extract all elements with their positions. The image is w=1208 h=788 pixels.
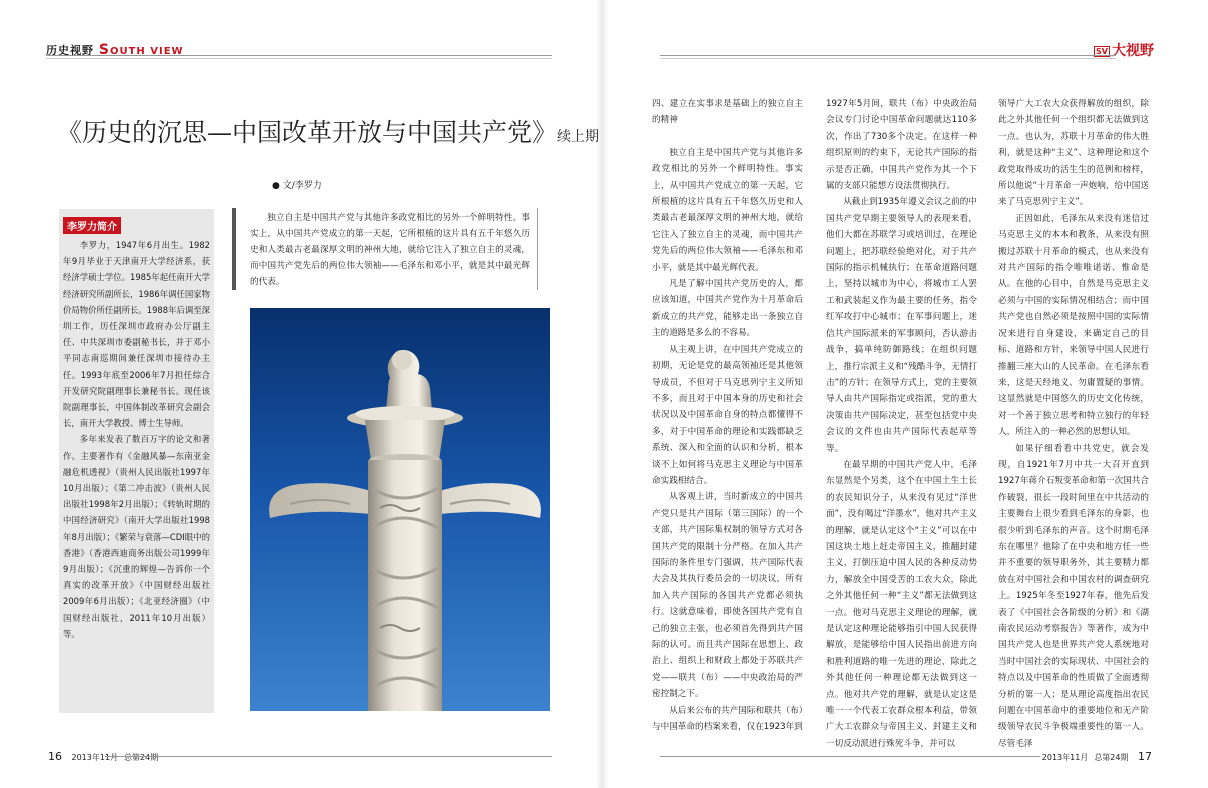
right-footer <box>1042 750 1152 763</box>
body-paragraph: 凡是了解中国共产党历史的人，都应该知道，中国共产党作为十月革命后新成立的共产党，能够走出一条独立自主的道路是多么的不容易。 <box>652 279 803 339</box>
body-paragraph: 如果仔细看看中共党史，就会发现，自1921年7月中共一大召开直到1927年蒋介石叛变革命和第一次国共合作破裂，很长一段时间里在中共活动的主要舞台上很少看到毛泽东的身影，也很少听到毛泽东的声音。这个时期毛泽东在哪里？他除了在中央和地方任一些并不重要的领导职务外，其主要精力都放在对中国社会和中国农村的调查研究上。1925年冬至1927年春，他先后发表了《中国社会各阶级的分析》和《湖南农民运动考察报告》等著作，成为中国共产党人也是世界共产党人系统地对当时中国社会的实际现状、中国社会的特点以及中国革命的性质做了全面透彻分析的第一人；是从理论高度指出农民问题在中国革命中的重要地位和无产阶级领导农民斗争极端重要性的第一人。尽管毛泽 <box>998 443 1149 749</box>
left-page <box>0 0 600 788</box>
body-paragraph: 从客观上讲，当时新成立的中国共产党只是共产国际（第三国际）的一个支部，共产国际集权制的领导方式对各国共产党的限制十分严格。在加入共产国际的条件里专门强调，共产国际代表大会及其执行委员会的一切决议，所有加入共产国际的各国共产党都必须执行。这就意味着，即使各国共产党有自己的独立主张，也必须首先得到共产国际的认可。而且共产国际在思想上、政治上、组织上和财政上都处于苏联共产党——联共（布）——中央政治局的严密控制之下。 <box>652 492 803 700</box>
footer-rule-right <box>660 756 1040 757</box>
body-paragraph: 从后来公布的共产国际和联共（布）与中国革命的档案来看，仅在1923年到 <box>652 705 803 733</box>
huabiao-pillar-image <box>250 308 550 711</box>
text-column-3 <box>998 96 1149 752</box>
header-title: 大视野 <box>1112 43 1154 59</box>
intro-abstract <box>250 210 530 290</box>
text-column-2 <box>826 96 977 752</box>
footer-issue-right: 总第24期 <box>1094 753 1129 762</box>
footer-rule-left <box>105 756 552 757</box>
right-header <box>1094 40 1154 60</box>
intro-text: 独立自主是中国共产党与其他许多政党相比的另外一个鲜明特性。事实上，从中国共产党成立的第一天起，它所根植的这片具有五千年悠久历史和人类最古老最深厚文明的神州大地，就给它注入了独立自主的灵魂，而中国共产党先后的两位伟大领袖——毛泽东和邓小平，就是其中最光辉的代表。 <box>250 213 530 287</box>
section-heading: 四、建立在实事求是基础上的独立自主的精神 <box>652 99 803 126</box>
body-paragraph: 从截止到1935年遵义会议之前的中国共产党早期主要领导人的表现来看，他们大都在苏联学习或培训过，在理论问题上，把苏联经验绝对化，对于共产国际的指示机械执行；在革命道路问题上，坚持以城市为中心，将城市工人罢工和武装起义作为最主要的任务，指令红军攻打中心城市；在军事问题上，迷信共产国际派来的军事顾问，否认游击战争，搞单纯防御路线；在组织问题上，推行宗派主义和“残酷斗争，无情打击”的方针；在领导方式上，党的主要领导人由共产国际指定或指派，党的重大决策由共产国际决定，甚至包括党中央会议的文件也由共产国际代表起草等等。 <box>826 197 977 454</box>
body-paragraph: 在最早期的中国共产党人中，毛泽东显然是个另类，这个在中国土生土长的农民知识分子，从来没有见过“洋世面”，没有喝过“洋墨水”，他对共产主义的理解，就是认定这个“主义”可以在中国这块土地上赶走帝国主义，推翻封建主义，打倒压迫中国人民的各种反动势力，解放全中国受苦的工农大众，除此之外其他任何一种“主义”都无法做到这一点。他对马克思主义理论的理解，就是认定这种理论能够指引中国人民获得解放，是能够给中国人民指出前进方向和胜利道路的唯一先进的理论，除此之外其他任何一种理论都无法做到这一点。他对共产党的理解，就是认定这是唯一一个代表工农群众根本利益，带领广大工农群众与帝国主义、封建主义和一切反动派进行殊死斗争，并可以 <box>826 459 977 749</box>
article-title-cont: 续上期 <box>557 129 600 145</box>
page-number-left: 16 <box>48 750 62 763</box>
body-paragraph: 独立自主是中国共产党与其他许多政党相比的另外一个鲜明特性。事实上，从中国共产党成立的第一天起，它所根植的这片具有五千年悠久历史和人类最古老最深厚文明的神州大地，就给它注入了独立自主的灵魂，而中国共产党先后的两位伟大领袖——毛泽东和邓小平，就是其中最光辉代表。 <box>652 147 803 273</box>
author-bio-box <box>59 209 214 713</box>
body-paragraph: 正因如此，毛泽东从来没有迷信过马克思主义的本本和教条，从来没有照搬过苏联十月革命的模式，也从来没有对共产国际的指令唯唯诺诺、惟命是从。在他的心目中，自然是马克思主义必须与中国的实际情况相结合；而中国共产党也自然必须是按照中国的实际情况来进行自身建设，来确定自己的目标、道路和方针，来领导中国人民进行推翻三座大山的人民革命。在毛泽东看来，这是天经地义、勿庸置疑的事情。这显然就是中国悠久的历史文化传统，对一个善于独立思考和特立独行的年轻人，所注入的一种必然的思想认知。 <box>998 213 1149 438</box>
footer-date-left: 2013年11月 <box>71 753 119 762</box>
text-column-1 <box>652 96 803 735</box>
header-en-rest: OUTH VIEW <box>109 46 184 57</box>
footer-date-right: 2013年11月 <box>1041 753 1089 762</box>
page-number-right: 17 <box>1138 750 1152 763</box>
header-cn: 历史视野 <box>46 44 94 57</box>
header-rule-right <box>660 55 1116 56</box>
header-rule-thin <box>46 58 552 59</box>
header-logo-box: SV <box>1096 46 1108 56</box>
article-title-main: 《历史的沉思—中国改革开放与中国共产党》 <box>57 118 558 147</box>
intro-divider <box>537 208 538 290</box>
right-page <box>604 0 1204 788</box>
body-paragraph: 从主观上讲，在中国共产党成立的初期，无论是党的最高领袖还是其他领导成员，不但对于马克思列宁主义所知不多，而且对于中国本身的历史和社会状况以及中国革命自身的特点都懂得不多，对于中国革命的理论和实践都缺乏系统、深入和全面的认识和分析，根本谈不上如何将马克思主义理论与中国革命实践相结合。 <box>652 344 803 486</box>
body-paragraph: 1927年5月间，联共（布）中央政治局会议专门讨论中国革命问题就达110多次，作出了730多个决定。在这样一种组织原则的约束下，无论共产国际的指示是否正确，中国共产党作为其一个下属的支部只能想方设法贯彻执行。 <box>826 99 977 192</box>
intro-accent-bar <box>232 208 236 290</box>
bio-paragraph: 李罗力，1947年6月出生。1982年9月毕业于天津南开大学经济系，获经济学硕士学位。1985年起任南开大学经济研究所副所长，1986年调任国家物价局物价所任副所长。1988年后调至深圳工作，历任深圳市政府办公厅副主任、中共深圳市委副秘书长，并于邓小平同志南巡期间兼任深圳市接待办主任。1993年底至2006年7月担任综合开发研究院副理事长兼秘书长。现任该院副理事长，中国体制改革研究会副会长，南开大学教授、博士生导师。 <box>63 240 210 429</box>
huabiao-photo <box>250 308 550 711</box>
body-paragraph: 领导广大工农大众获得解放的组织，除此之外其他任何一个组织都无法做到这一点。也认为，苏联十月革命的伟大胜利，就是这种“主义”、这种理论和这个政党取得成功的活生生的范例和榜样，所以他说“十月革命一声炮响，给中国送来了马克思列宁主义”。 <box>998 99 1149 208</box>
header-en-initial: S <box>98 42 110 58</box>
header-rule <box>46 55 552 56</box>
footer-issue-left: 总第24期 <box>124 753 159 762</box>
bio-paragraph: 多年来发表了数百万字的论文和著作。主要著作有《金融风暴—东南亚金融危机透视》（贵州人民出版社1997年10月出版）；《第二冲击波》（贵州人民出版社1998年2月出版）；《转轨时期的中国经济研究》（南开大学出版社1998年8月出版）；《繁荣与衰落—CDI眼中的香港》（香港西迪商务出版公司1999年9月出版）；《沉重的辉煌—告诉你一个真实的改革开放》（中国财经出版社2009年6月出版）；《北亚经济圈》（中国财经出版社，2011年10月出版）等。 <box>63 434 210 639</box>
bio-title: 李罗力简介 <box>63 217 121 234</box>
author-byline: ● 文/李罗力 <box>272 181 322 191</box>
bio-text <box>63 237 210 642</box>
article-title <box>57 113 599 149</box>
header-rule-right-thin <box>660 58 1116 59</box>
